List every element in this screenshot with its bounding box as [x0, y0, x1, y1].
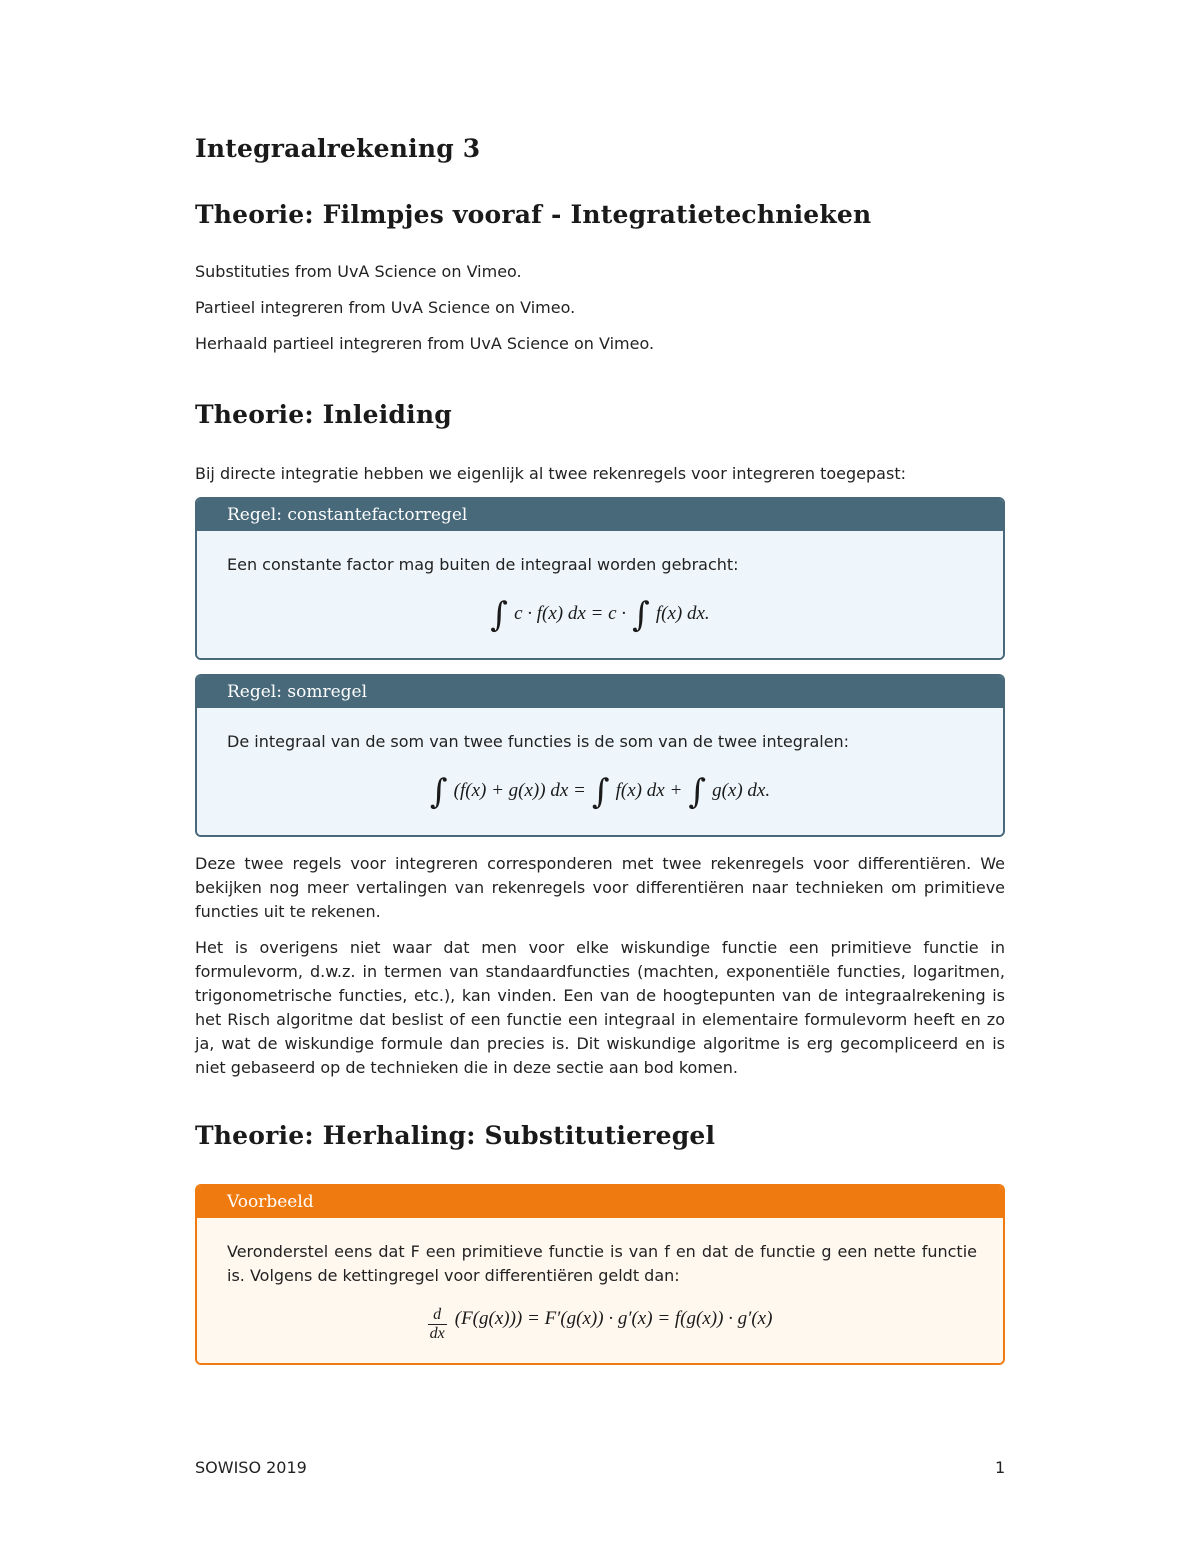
intro-paragraph-2: Het is overigens niet waar dat men voor elke wiskundige functie een primitieve functie in formulevorm, d.w.z. in termen van standaardfuncties (machten, exponentiële functies, logaritmen, trigonometrische functies, etc.), kan vinden. Een van de hoogtepunten van de integraalrekening is het Risch algoritme dat beslist of een functie een integraal in elementaire formulevorm heeft en zo ja, wat de wiskundige formule dan precies is. Dit wiskundige algoritme is erg gecompliceerd en is niet gebaseerd op de technieken die in deze sectie aan bod komen.: [195, 938, 1005, 1077]
rule-box-title: Regel: somregel: [197, 676, 1003, 708]
example-formula: [197, 1306, 1003, 1343]
rule-box-body: [197, 708, 1003, 837]
example-box-title: Voorbeeld: [197, 1186, 1003, 1218]
integral-symbol: ∫: [688, 772, 707, 812]
rule-formula: [197, 595, 1003, 635]
document-title: Integraalrekening 3: [195, 134, 481, 163]
intro-lead-text: Bij directe integratie hebben we eigenlijk al twee rekenregels voor integreren toegepast:: [195, 464, 906, 483]
integral-symbol: ∫: [632, 595, 650, 635]
example-box-body: [197, 1218, 1003, 1365]
section-heading-intro: Theorie: Inleiding: [195, 400, 452, 429]
formula-left: c · f(x) dx = c ·: [514, 603, 627, 624]
integral-symbol: ∫: [591, 772, 610, 812]
section-heading-substitution: Theorie: Herhaling: Substitutieregel: [195, 1121, 716, 1150]
integral-symbol: ∫: [490, 595, 509, 635]
rule-text: De integraal van de som van twee functies is de som van de twee integralen:: [227, 732, 850, 751]
chain-rule-formula: (F(g(x))) = F′(g(x)) · g′(x) = f(g(x)) · g′(x): [454, 1308, 773, 1329]
example-text: Veronderstel eens dat F een primitieve functie is van f en dat de functie g een nette functie is. Volgens de kettingregel voor differentiëren geldt dan:: [227, 1242, 977, 1285]
video-link-substituties[interactable]: Substituties from UvA Science on Vimeo.: [195, 262, 522, 281]
formula-part-c: g(x) dx.: [712, 780, 771, 801]
rule-box-title: Regel: constantefactorregel: [197, 499, 1003, 531]
intro-paragraph-1: Deze twee regels voor integreren corresponderen met twee rekenregels voor differentiëren. We bekijken nog meer vertalingen van rekenregels voor differentiëren naar technieken om primitieve functies uit te rekenen.: [195, 854, 1005, 921]
integral-symbol: ∫: [429, 772, 448, 812]
fraction-numerator: d: [428, 1306, 447, 1325]
page-number: 1: [995, 1458, 1006, 1477]
rule-box-somregel: [195, 674, 1005, 837]
rule-box-body: [197, 531, 1003, 660]
formula-right: f(x) dx.: [655, 603, 710, 624]
fraction-denominator: dx: [429, 1325, 445, 1342]
video-link-herhaald[interactable]: Herhaald partieel integreren from UvA Science on Vimeo.: [195, 334, 655, 353]
video-link-partieel[interactable]: Partieel integreren from UvA Science on Vimeo.: [195, 298, 576, 317]
formula-part-a: (f(x) + g(x)) dx =: [453, 780, 586, 801]
example-box: [195, 1184, 1005, 1365]
rule-formula: [197, 772, 1003, 812]
rule-text: Een constante factor mag buiten de integraal worden gebracht:: [227, 555, 739, 574]
section-heading-videos: Theorie: Filmpjes vooraf - Integratietechnieken: [195, 200, 872, 229]
derivative-fraction: [428, 1306, 447, 1343]
formula-part-b: f(x) dx +: [615, 780, 683, 801]
footer-label: SOWISO 2019: [195, 1458, 307, 1477]
rule-box-constantefactor: [195, 497, 1005, 660]
